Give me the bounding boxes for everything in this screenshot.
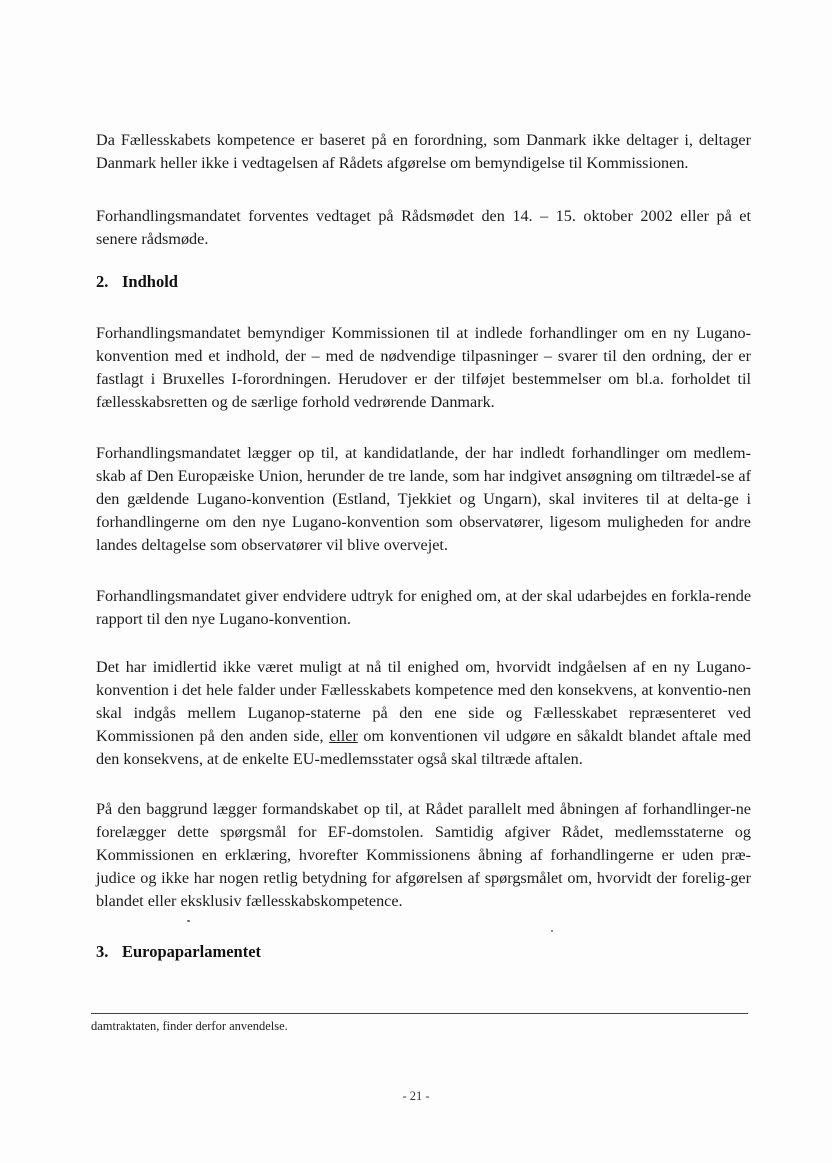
section-title: Europaparlamentet (122, 942, 262, 961)
paragraph-mandate-content: Forhandlingsmandatet bemyndiger Kommissionen til at indlede forhandlinger om en ny Lugano-konvention med et indhold, der – med de nødvendige tilpasninger – svarer til den ordning, der er fastlagt i Bruxelles I-forordningen. Herudover er der tilføjet bestemmelser om bl.a. forholdet til fællesskabsretten og de særlige forhold vedrørende Danmark. (96, 324, 751, 411)
paragraph-text: Det har imidlertid ikke været muligt at nå til enighed om, hvorvidt indgåelsen af en ny Lugano-konvention i det hele falder under Fællesskabets kompetence med den konsekvens, at konventio-nen skal indgås mellem Luganop-staterne på den ene side og Fællesskabet repræsenteret ved Kommissionen på den anden side, (96, 658, 751, 745)
paragraph-court-referral: På den baggrund lægger formandskabet op til, at Rådet parallelt med åbningen af forhandlinger-ne forelægger dette spørgsmål for EF-domstolen. Samtidig afgiver Rådet, medlemsstaterne og Kommissionen en erklæring, hvorefter Kommissionens åbning af forhandlingerne er uden præ-judice og ikke har nogen retlig betydning for afgørelsen af spørgsmålet om, hvorvidt der forelig-ger blandet eller eksklusiv fællesskabskompetence. (96, 800, 751, 910)
footnote-text: damtraktaten, finder derfor anvendelse. (91, 1019, 288, 1033)
section-number: 3. (96, 942, 109, 961)
section-number: 2. (96, 272, 109, 291)
paragraph-competence-question (96, 656, 751, 771)
section-heading-europaparlamentet (96, 942, 261, 962)
section-heading-indhold (96, 272, 178, 292)
page-number: - 21 - (402, 1089, 430, 1103)
underlined-word: eller (329, 727, 358, 745)
scan-artifact (187, 920, 190, 922)
paragraph-text: om konventionen vil udgøre en såkaldt blandet aftale med den konsekvens, at de enkelte EU-medlemsstater også skal tiltræde aftalen. (96, 727, 751, 768)
paragraph-observers: Forhandlingsmandatet lægger op til, at kandidatlande, der har indledt forhandlinger om medlem-skab af Den Europæiske Union, herunder de tre lande, som har indgivet ansøgning om tiltrædel-se af den gældende Lugano-konvention (Estland, Tjekkiet og Ungarn), skal inviteres til at delta-ge i forhandlingerne om den nye Lugano-konvention som observatører, ligesom muligheden for andre landes deltagelse som observatører vil blive overvejet. (96, 444, 751, 554)
footnote-divider (91, 1013, 748, 1014)
paragraph-report: Forhandlingsmandatet giver endvidere udtryk for enighed om, at der skal udarbejdes en forkla-rende rapport til den nye Lugano-konvention. (96, 587, 751, 628)
section-title: Indhold (122, 272, 178, 291)
paragraph-competence: Da Fællesskabets kompetence er baseret på en forordning, som Danmark ikke deltager i, deltager Danmark heller ikke i vedtagelsen af Rådets afgørelse om bemyndigelse til Kommissionen. (96, 131, 751, 172)
scan-artifact (551, 930, 553, 932)
paragraph-mandate-adoption: Forhandlingsmandatet forventes vedtaget på Rådsmødet den 14. – 15. oktober 2002 eller på et senere rådsmøde. (96, 207, 751, 248)
